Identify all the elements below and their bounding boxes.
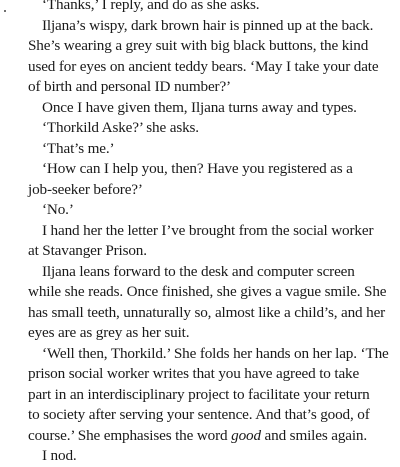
text-line: eyes are as grey as her suit. bbox=[28, 324, 190, 341]
text-line: has small teeth, unnaturally so, almost like a child’s, and her bbox=[28, 303, 386, 321]
text-line: ‘How can I help you, then? Have you registered as a bbox=[42, 160, 353, 177]
text-line: part in an interdisciplinary project to facilitate your return bbox=[28, 385, 370, 403]
text-line: while she reads. Once finished, she gives a vague smile. She bbox=[28, 283, 387, 300]
text-line: I hand her the letter I’ve brought from the social worker bbox=[42, 221, 374, 239]
text-segment: and smiles again. bbox=[260, 426, 368, 444]
text-line: Iljana leans forward to the desk and computer screen bbox=[42, 262, 355, 280]
text-line: prison social worker writes that you have agreed to take bbox=[28, 365, 360, 382]
text-line: ‘That’s me.’ bbox=[42, 139, 115, 157]
text-line: Once I have given them, Iljana turns away and types. bbox=[42, 98, 357, 116]
body-text bbox=[28, 0, 390, 467]
stray-ink-mark bbox=[4, 10, 6, 12]
text-line: of birth and personal ID number?’ bbox=[28, 78, 231, 95]
text-line bbox=[28, 426, 390, 447]
text-line: She’s wearing a grey suit with big black buttons, the kind bbox=[28, 37, 369, 54]
text-line: used for eyes on ancient teddy bears. ‘May I take your date bbox=[28, 57, 379, 75]
text-line: ‘Well then, Thorkild.’ She folds her hands on her lap. ‘The bbox=[42, 344, 389, 362]
text-line: to society after serving your sentence. And that’s good, of bbox=[28, 406, 370, 423]
text-line: ‘Thorkild Aske?’ she asks. bbox=[42, 119, 199, 136]
text-segment: course.’ She emphasises the word bbox=[28, 426, 232, 444]
text-line: at Stavanger Prison. bbox=[28, 242, 147, 259]
text-line: ‘No.’ bbox=[42, 201, 74, 218]
text-line: Iljana’s wispy, dark brown hair is pinned up at the back. bbox=[42, 16, 374, 34]
text-line: I nod. bbox=[42, 447, 77, 464]
emphasized-word: good bbox=[231, 426, 261, 444]
text-line: ‘Thanks,’ I reply, and do as she asks. bbox=[42, 0, 260, 13]
text-line: job-seeker before?’ bbox=[28, 180, 143, 198]
